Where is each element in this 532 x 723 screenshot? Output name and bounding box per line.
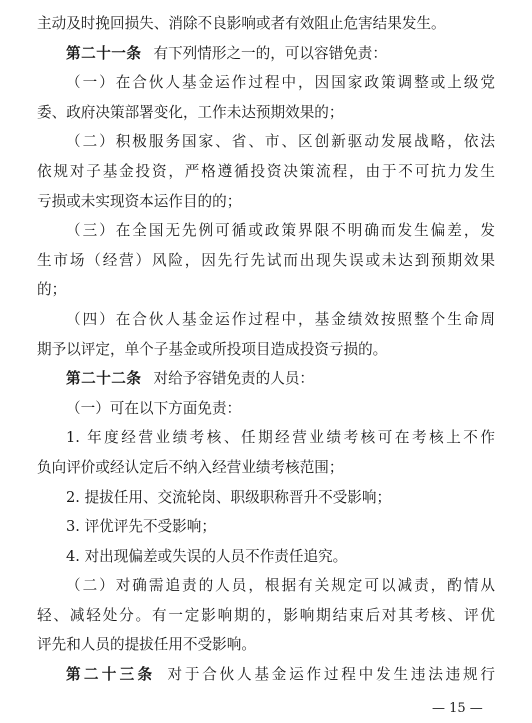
- article-number: 第二十三条: [66, 666, 156, 684]
- line-text: （二）积极服务国家、省、市、区创新驱动发展战略，依法: [66, 133, 495, 151]
- article-number: 第二十二条: [66, 370, 142, 388]
- paragraph-line: [37, 512, 495, 542]
- paragraph-line: [37, 601, 495, 631]
- line-text: 负向评价或经认定后不纳入经营业绩考核范围；: [37, 458, 344, 476]
- paragraph-line: [37, 157, 495, 187]
- paragraph-line: [37, 98, 495, 128]
- line-text: （四）在合伙人基金运作过程中，基金绩效按照整个生命周: [66, 310, 495, 328]
- paragraph-line: [37, 68, 495, 98]
- paragraph-line: [37, 216, 495, 246]
- article-number: 第二十一条: [66, 44, 142, 62]
- paragraph-line: [37, 453, 495, 483]
- line-text: （一）可在以下方面免责：: [66, 399, 242, 417]
- paragraph-line: [37, 571, 495, 601]
- line-text: （二）对确需追责的人员，根据有关规定可以减责，酌情从: [66, 577, 495, 595]
- article-heading-line: [37, 364, 495, 394]
- line-text: （一）在合伙人基金运作过程中，因国家政策调整或上级党: [66, 74, 495, 92]
- line-text: 2. 提拔任用、交流轮岗、职级职称晋升不受影响；: [66, 488, 392, 506]
- line-text: 委、政府决策部署变化，工作未达预期效果的；: [37, 103, 344, 121]
- line-text: 的；: [37, 281, 67, 299]
- paragraph-line: [37, 187, 495, 217]
- paragraph-line: [37, 275, 495, 305]
- line-text: （三）在全国无先例可循或政策界限不明确而发生偏差，发: [66, 222, 495, 240]
- line-text: 对给予容错免责的人员：: [153, 370, 315, 388]
- paragraph-line: [37, 542, 495, 572]
- line-text: 依规对子基金投资，严格遵循投资决策流程，由于不可抗力发生: [37, 162, 495, 180]
- line-text: 期予以评定，单个子基金或所投项目造成投资亏损的。: [37, 340, 388, 358]
- paragraph-line: [37, 394, 495, 424]
- line-text: 评先和人员的提拔任用不受影响。: [37, 636, 256, 654]
- line-text: 对于合伙人基金运作过程中发生违法违规行: [167, 666, 495, 684]
- page-number: — 15 —: [432, 701, 483, 716]
- line-text: 轻、减轻处分。有一定影响期的，影响期结束后对其考核、评优: [37, 606, 495, 624]
- paragraph-line: [37, 630, 495, 660]
- line-text: 有下列情形之一的，可以容错免责：: [153, 44, 387, 62]
- line-text: 生市场（经营）风险，因先行先试而出现失误或未达到预期效果: [37, 251, 495, 269]
- line-text: 3. 评优评先不受影响；: [66, 518, 216, 536]
- paragraph-line: [37, 127, 495, 157]
- paragraph-line: [37, 246, 495, 276]
- paragraph-line: [37, 483, 495, 513]
- paragraph-line: [37, 423, 495, 453]
- paragraph-line: [37, 9, 495, 39]
- line-text: 亏损或未实现资本运作目的的；: [37, 192, 242, 210]
- article-heading-line: [37, 39, 495, 69]
- document-body: [37, 9, 495, 690]
- article-heading-line: [37, 660, 495, 690]
- paragraph-line: [37, 305, 495, 335]
- paragraph-line: [37, 335, 495, 365]
- line-text: 1. 年度经营业绩考核、任期经营业绩考核可在考核上不作: [66, 429, 495, 447]
- line-text: 主动及时挽回损失、消除不良影响或者有效阻止危害结果发生。: [37, 15, 446, 32]
- line-text: 4. 对出现偏差或失误的人员不作责任追究。: [66, 547, 348, 565]
